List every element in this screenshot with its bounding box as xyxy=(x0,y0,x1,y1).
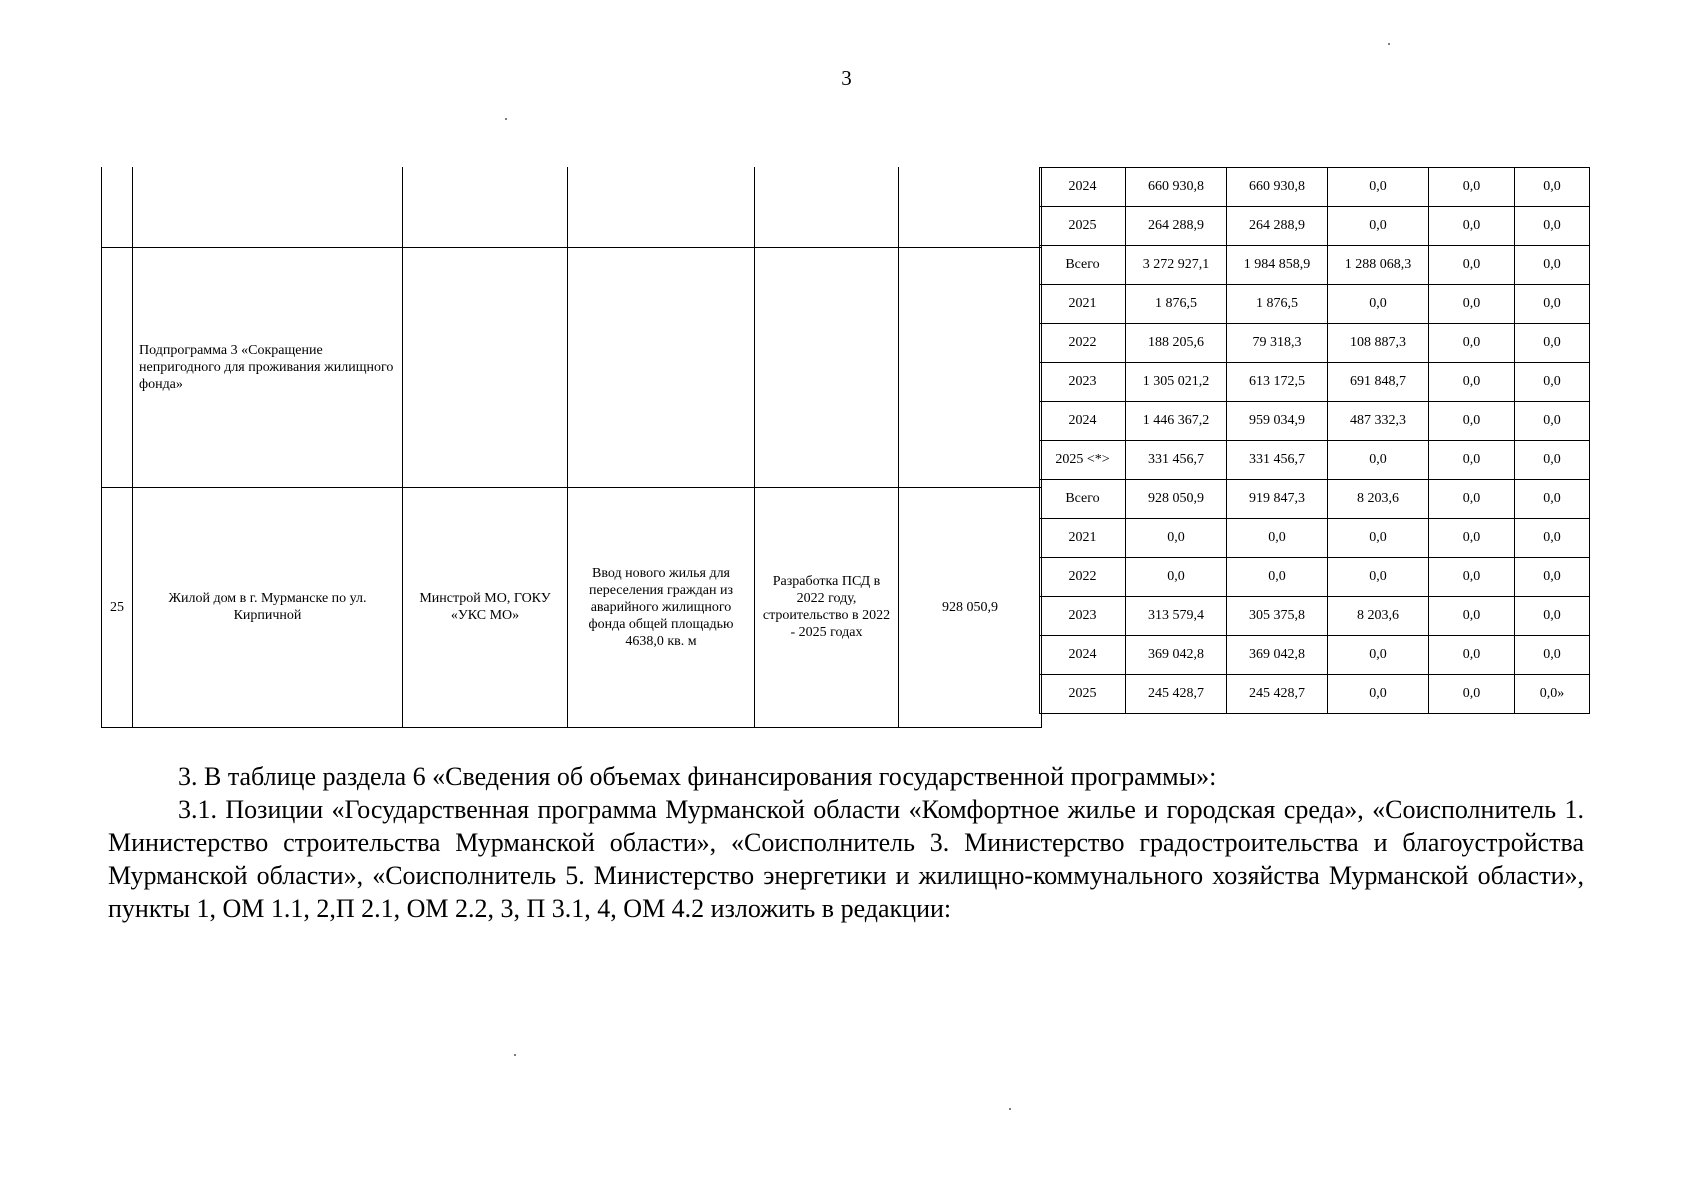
table-row-25 xyxy=(102,487,1042,727)
subprogram-name: Подпрограмма 3 «Сокращение непригодного для проживания жилищного фонда» xyxy=(133,247,403,487)
program-table-left xyxy=(101,167,1042,728)
finance-value-cell: 0,0 xyxy=(1429,480,1515,519)
finance-table xyxy=(1039,167,1590,714)
finance-value-cell: 0,0 xyxy=(1429,246,1515,285)
finance-value-cell: 3 272 927,1 xyxy=(1126,246,1227,285)
finance-value-cell: 0,0 xyxy=(1515,636,1590,675)
cell-empty xyxy=(899,247,1042,487)
finance-value-cell: 331 456,7 xyxy=(1126,441,1227,480)
finance-year-cell: 2024 xyxy=(1040,402,1126,441)
finance-value-cell: 0,0 xyxy=(1429,636,1515,675)
finance-value-cell: 108 887,3 xyxy=(1328,324,1429,363)
finance-value-cell: 0,0» xyxy=(1515,675,1590,714)
finance-value-cell: 369 042,8 xyxy=(1126,636,1227,675)
finance-value-cell: 613 172,5 xyxy=(1227,363,1328,402)
finance-row xyxy=(1040,441,1590,480)
finance-year-cell: Всего xyxy=(1040,480,1126,519)
finance-table-body xyxy=(1040,168,1590,714)
finance-row xyxy=(1040,324,1590,363)
cell-empty xyxy=(755,167,899,247)
finance-row xyxy=(1040,285,1590,324)
table-row-continuation xyxy=(102,167,1042,247)
body-text xyxy=(108,760,1584,925)
finance-value-cell: 0,0 xyxy=(1328,675,1429,714)
scan-speck xyxy=(505,118,507,120)
finance-value-cell: 0,0 xyxy=(1515,519,1590,558)
finance-value-cell: 0,0 xyxy=(1515,363,1590,402)
cell-empty xyxy=(102,167,133,247)
cell-empty xyxy=(755,247,899,487)
finance-value-cell: 0,0 xyxy=(1328,636,1429,675)
finance-value-cell: 0,0 xyxy=(1429,675,1515,714)
finance-value-cell: 0,0 xyxy=(1328,168,1429,207)
finance-value-cell: 1 305 021,2 xyxy=(1126,363,1227,402)
finance-year-cell: 2025 xyxy=(1040,675,1126,714)
finance-value-cell: 1 876,5 xyxy=(1126,285,1227,324)
finance-value-cell: 79 318,3 xyxy=(1227,324,1328,363)
finance-year-cell: 2025 xyxy=(1040,207,1126,246)
finance-value-cell: 0,0 xyxy=(1429,597,1515,636)
finance-value-cell: 369 042,8 xyxy=(1227,636,1328,675)
finance-value-cell: 0,0 xyxy=(1126,519,1227,558)
finance-row xyxy=(1040,480,1590,519)
finance-value-cell: 0,0 xyxy=(1515,441,1590,480)
finance-value-cell: 313 579,4 xyxy=(1126,597,1227,636)
finance-value-cell: 0,0 xyxy=(1429,363,1515,402)
finance-value-cell: 487 332,3 xyxy=(1328,402,1429,441)
finance-value-cell: 0,0 xyxy=(1328,207,1429,246)
finance-value-cell: 0,0 xyxy=(1429,558,1515,597)
finance-value-cell: 959 034,9 xyxy=(1227,402,1328,441)
scan-speck xyxy=(1009,1108,1011,1110)
row-number: 25 xyxy=(102,487,133,727)
finance-value-cell: 0,0 xyxy=(1429,441,1515,480)
finance-value-cell: 331 456,7 xyxy=(1227,441,1328,480)
finance-year-cell: 2023 xyxy=(1040,363,1126,402)
finance-value-cell: 0,0 xyxy=(1515,168,1590,207)
page-number: 3 xyxy=(841,66,852,90)
finance-value-cell: 8 203,6 xyxy=(1328,480,1429,519)
paragraph-3-1: 3.1. Позиции «Государственная программа Мурманской области «Комфортное жилье и городская среда», «Соисполнитель 1. Министерство строительства Мурманской области», «Соисполнитель 3. Министерство градостроительства и благоустройства Мурманской области», «Соисполнитель 5. Министерство энергетики и жилищно-коммунального хозяйства Мурманской области», пункты 1, ОМ 1.1, 2,П 2.1, ОМ 2.2, 3, П 3.1, 4, ОМ 4.2 изложить в редакции: xyxy=(108,795,1584,923)
finance-value-cell: 245 428,7 xyxy=(1227,675,1328,714)
cell-empty xyxy=(133,167,403,247)
finance-value-cell: 0,0 xyxy=(1515,558,1590,597)
finance-value-cell: 660 930,8 xyxy=(1227,168,1328,207)
finance-year-cell: 2021 xyxy=(1040,519,1126,558)
cell-empty xyxy=(403,167,568,247)
finance-row xyxy=(1040,636,1590,675)
scan-speck xyxy=(514,1054,516,1056)
finance-value-cell: 8 203,6 xyxy=(1328,597,1429,636)
finance-year-cell: 2021 xyxy=(1040,285,1126,324)
cell-empty xyxy=(568,247,755,487)
paragraph-3: 3. В таблице раздела 6 «Сведения об объемах финансирования государственной программы»: xyxy=(178,762,1217,791)
finance-value-cell: 928 050,9 xyxy=(1126,480,1227,519)
cell-empty xyxy=(899,167,1042,247)
finance-value-cell: 0,0 xyxy=(1429,402,1515,441)
scan-speck xyxy=(1388,43,1390,45)
finance-value-cell: 0,0 xyxy=(1429,285,1515,324)
finance-row xyxy=(1040,402,1590,441)
finance-row xyxy=(1040,675,1590,714)
finance-value-cell: 1 446 367,2 xyxy=(1126,402,1227,441)
finance-value-cell: 305 375,8 xyxy=(1227,597,1328,636)
finance-value-cell: 264 288,9 xyxy=(1227,207,1328,246)
finance-row xyxy=(1040,168,1590,207)
finance-value-cell: 0,0 xyxy=(1126,558,1227,597)
finance-row xyxy=(1040,519,1590,558)
finance-row xyxy=(1040,597,1590,636)
total-cost: 928 050,9 xyxy=(899,487,1042,727)
finance-value-cell: 0,0 xyxy=(1515,324,1590,363)
finance-row xyxy=(1040,207,1590,246)
finance-value-cell: 0,0 xyxy=(1328,558,1429,597)
object-name: Жилой дом в г. Мурманске по ул. Кирпичной xyxy=(133,487,403,727)
finance-row xyxy=(1040,558,1590,597)
finance-value-cell: 1 984 858,9 xyxy=(1227,246,1328,285)
finance-value-cell: 1 876,5 xyxy=(1227,285,1328,324)
finance-year-cell: Всего xyxy=(1040,246,1126,285)
finance-value-cell: 0,0 xyxy=(1328,285,1429,324)
finance-year-cell: 2022 xyxy=(1040,558,1126,597)
finance-value-cell: 0,0 xyxy=(1515,480,1590,519)
expected-result: Ввод нового жилья для переселения граждан из аварийного жилищного фонда общей площадью 4638,0 кв. м xyxy=(568,487,755,727)
finance-value-cell: 660 930,8 xyxy=(1126,168,1227,207)
implementation-terms: Разработка ПСД в 2022 году, строительство в 2022 - 2025 годах xyxy=(755,487,899,727)
finance-year-cell: 2023 xyxy=(1040,597,1126,636)
finance-value-cell: 919 847,3 xyxy=(1227,480,1328,519)
finance-value-cell: 264 288,9 xyxy=(1126,207,1227,246)
finance-year-cell: 2024 xyxy=(1040,168,1126,207)
finance-value-cell: 0,0 xyxy=(1515,246,1590,285)
finance-year-cell: 2022 xyxy=(1040,324,1126,363)
finance-value-cell: 0,0 xyxy=(1227,558,1328,597)
cell-empty xyxy=(102,247,133,487)
finance-row xyxy=(1040,363,1590,402)
finance-value-cell: 0,0 xyxy=(1515,402,1590,441)
finance-value-cell: 691 848,7 xyxy=(1328,363,1429,402)
finance-year-cell: 2025 <*> xyxy=(1040,441,1126,480)
finance-value-cell: 0,0 xyxy=(1429,324,1515,363)
table-row-subprogram xyxy=(102,247,1042,487)
finance-value-cell: 188 205,6 xyxy=(1126,324,1227,363)
finance-year-cell: 2024 xyxy=(1040,636,1126,675)
finance-value-cell: 1 288 068,3 xyxy=(1328,246,1429,285)
finance-value-cell: 0,0 xyxy=(1515,207,1590,246)
finance-row xyxy=(1040,246,1590,285)
finance-value-cell: 0,0 xyxy=(1515,597,1590,636)
finance-value-cell: 0,0 xyxy=(1328,441,1429,480)
cell-empty xyxy=(568,167,755,247)
executor: Минстрой МО, ГОКУ «УКС МО» xyxy=(403,487,568,727)
finance-value-cell: 0,0 xyxy=(1515,285,1590,324)
finance-value-cell: 0,0 xyxy=(1328,519,1429,558)
finance-value-cell: 0,0 xyxy=(1429,207,1515,246)
finance-value-cell: 0,0 xyxy=(1429,519,1515,558)
finance-value-cell: 0,0 xyxy=(1227,519,1328,558)
finance-value-cell: 0,0 xyxy=(1429,168,1515,207)
finance-value-cell: 245 428,7 xyxy=(1126,675,1227,714)
cell-empty xyxy=(403,247,568,487)
